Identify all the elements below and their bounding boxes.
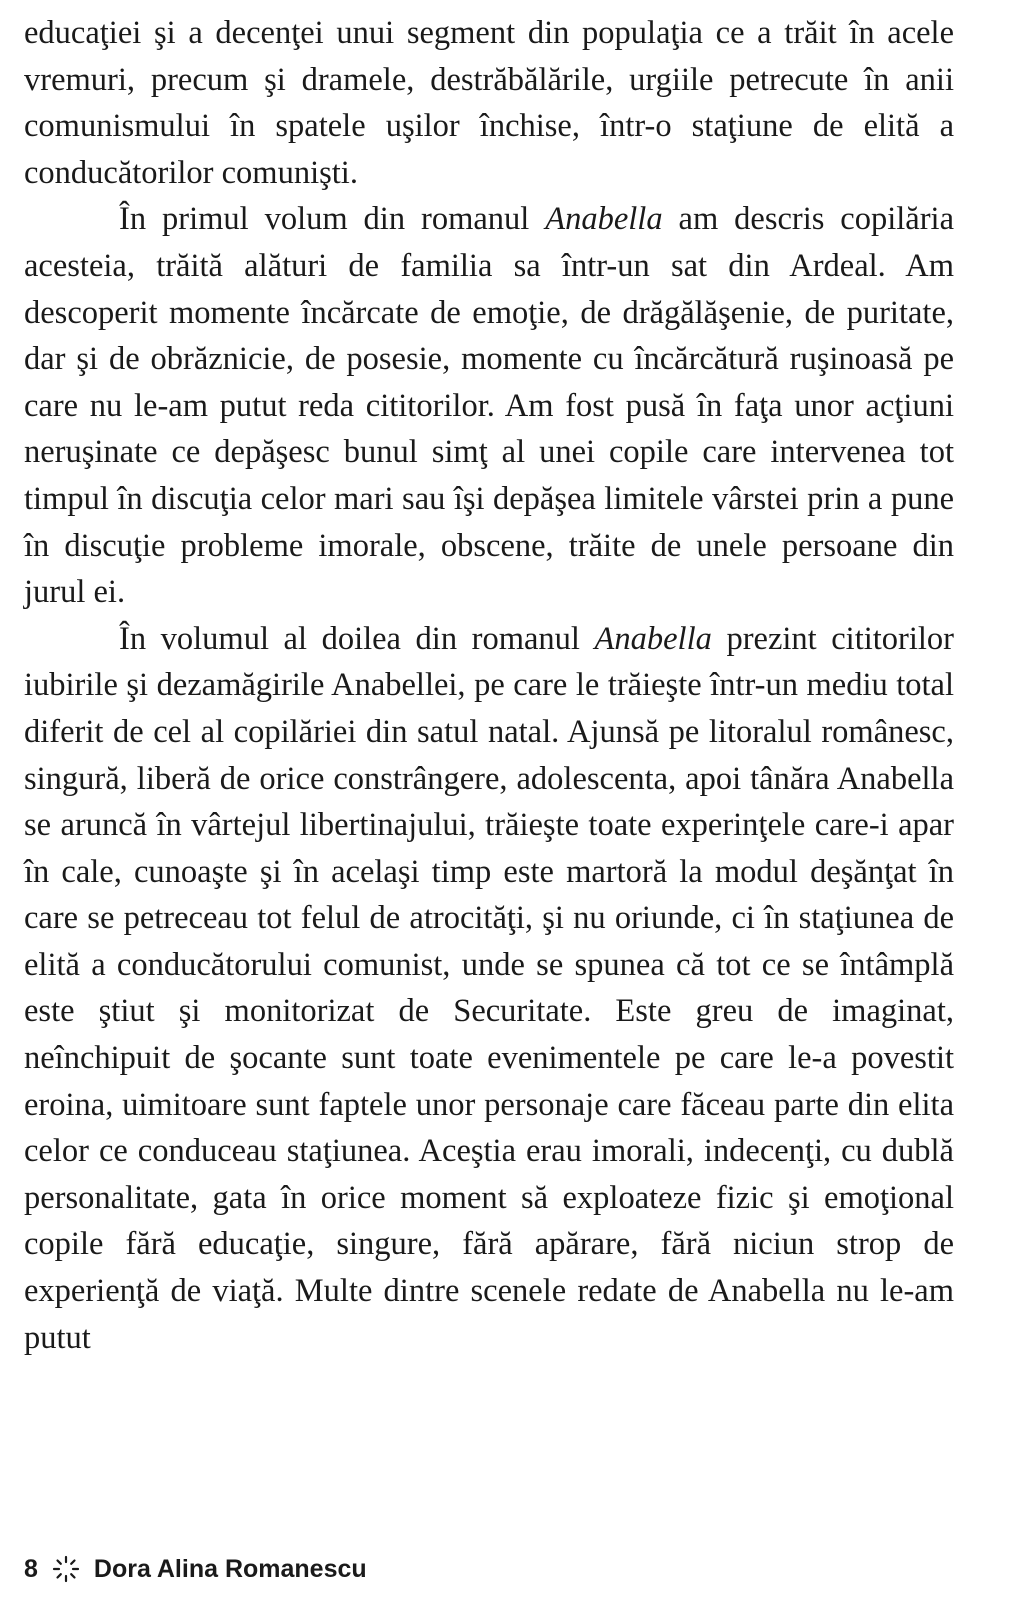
body-text <box>24 10 954 1361</box>
paragraph <box>24 616 954 1362</box>
paragraph-text: În volumul al doilea din romanul <box>119 620 595 657</box>
page-number: 8 <box>24 1554 38 1583</box>
paragraph-text: am descris copilăria acesteia, trăită alături de familia sa într-un sat din Ardeal. Am descoperit momente încărcate de emoţie, de drăgălăşenie, de puritate, dar şi de obrăznicie, de posesie, momente cu încărcătură ruşinoasă pe care nu le-am putut reda cititorilor. Am fost pusă în faţa unor acţiuni neruşinate ce depăşesc bunul simţ al unei copile care intervenea tot timpul în discuţia celor mari sau îşi depăşea limitele vârstei prin a pune în discuţie probleme imorale, obscene, trăite de unele persoane din jurul ei. <box>24 201 954 611</box>
paragraph-text: prezint cititorilor iubirile şi dezamăgirile Anabellei, pe care le trăieşte într-un mediu total diferit de cel al copilăriei din satul natal. Ajunsă pe litoralul românesc, singură, liberă de orice constrângere, adolescenta, apoi tânăra Anabella se aruncă în vârtejul libertinajului, trăieşte toate experinţele care-i apar în cale, cunoaşte şi în acelaşi timp este martoră la modul deşănţat în care se petreceau tot felul de atrocităţi, şi nu oriunde, ci în staţiunea de elită a conducătorului comunist, unde se spunea că tot ce se întâmplă este ştiut şi monitorizat de Securitate. Este greu de imaginat, neînchipuit de şocante sunt toate evenimentele pe care le-a povestit eroina, uimitoare sunt faptele unor personaje care făceau parte din elita celor ce conduceau staţiunea. Aceştia erau imorali, indecenţi, cu dublă personalitate, gata în orice moment să exploateze fizic şi emoţional copile fără educaţie, singure, fără apărare, fără niciun strop de experienţă de viaţă. Multe dintre scenele redate de Anabella nu le-am putut <box>24 620 954 1356</box>
author-name: Dora Alina Romanescu <box>93 1554 367 1583</box>
paragraph <box>24 196 954 615</box>
book-title: Anabella <box>545 201 663 238</box>
book-title: Anabella <box>594 620 712 657</box>
sunburst-ornament-icon <box>52 1555 80 1583</box>
page-footer <box>24 1549 367 1589</box>
paragraph-text: educaţiei şi a decenţei unui segment din populaţia ce a trăit în acele vremuri, precum şi dramele, destrăbălările, urgiile petrecute în anii comunismului în spatele uşilor închise, într-o staţiune de elită a conducătorilor comunişti. <box>24 15 954 191</box>
paragraph-text: În primul volum din romanul <box>119 201 546 238</box>
paragraph <box>24 10 954 196</box>
